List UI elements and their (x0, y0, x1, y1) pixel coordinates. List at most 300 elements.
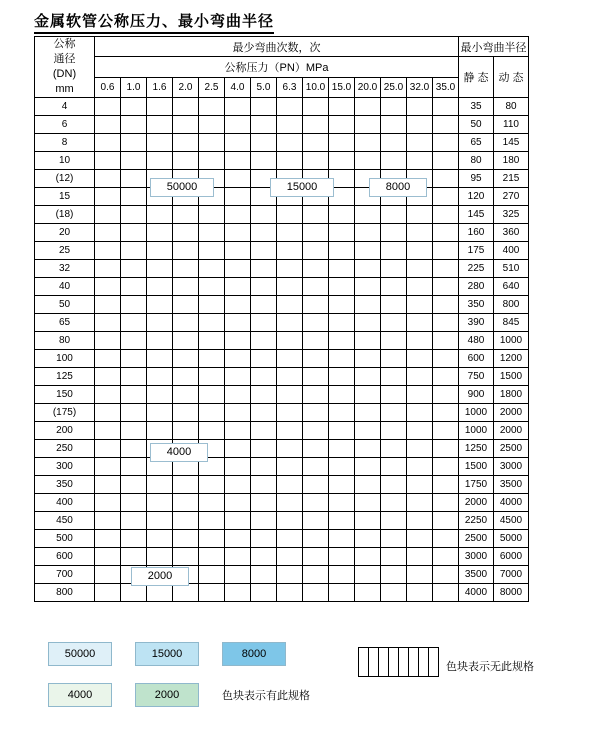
spec-cell (381, 422, 407, 440)
table-row (35, 134, 529, 152)
table-row (35, 278, 529, 296)
spec-cell (381, 314, 407, 332)
page-title-text: 金属软管公称压力、最小弯曲半径 (34, 12, 274, 34)
spec-cell (329, 260, 355, 278)
spec-cell (381, 458, 407, 476)
spec-cell (433, 314, 459, 332)
static-radius-value: 1000 (459, 422, 494, 440)
spec-cell (121, 530, 147, 548)
spec-cell (199, 224, 225, 242)
spec-cell (277, 368, 303, 386)
table-header-row-1 (35, 37, 529, 57)
spec-cell (147, 278, 173, 296)
spec-cell (381, 512, 407, 530)
spec-cell (121, 188, 147, 206)
legend-empty-grid (358, 647, 439, 677)
spec-cell (173, 98, 199, 116)
spec-cell (355, 404, 381, 422)
spec-cell (251, 584, 277, 602)
spec-cell (121, 98, 147, 116)
spec-cell (173, 206, 199, 224)
spec-cell (173, 134, 199, 152)
static-radius-value: 600 (459, 350, 494, 368)
spec-cell (95, 278, 121, 296)
spec-cell (355, 368, 381, 386)
spec-cell (121, 116, 147, 134)
spec-cell (303, 350, 329, 368)
table-row (35, 116, 529, 134)
spec-cell (407, 98, 433, 116)
dynamic-radius-value: 1000 (494, 332, 529, 350)
static-radius-value: 175 (459, 242, 494, 260)
spec-cell (433, 512, 459, 530)
pressure-col-header: 5.0 (251, 78, 277, 98)
spec-cell (381, 278, 407, 296)
table-row (35, 404, 529, 422)
spec-cell (407, 206, 433, 224)
spec-cell (329, 512, 355, 530)
spec-cell (225, 458, 251, 476)
legend-swatch-50000: 50000 (48, 642, 112, 666)
spec-cell (355, 512, 381, 530)
spec-cell (329, 386, 355, 404)
bend-times-header: 最少弯曲次数，次 (95, 37, 459, 57)
spec-cell (173, 584, 199, 602)
spec-cell (95, 224, 121, 242)
dn-value: 15 (35, 188, 95, 206)
spec-cell (225, 206, 251, 224)
static-radius-value: 95 (459, 170, 494, 188)
table-row (35, 440, 529, 458)
static-radius-value: 1750 (459, 476, 494, 494)
spec-cell (355, 548, 381, 566)
spec-cell (303, 152, 329, 170)
spec-cell (199, 368, 225, 386)
table-row (35, 584, 529, 602)
spec-cell (147, 296, 173, 314)
spec-cell (121, 152, 147, 170)
static-radius-value: 390 (459, 314, 494, 332)
spec-cell (277, 386, 303, 404)
spec-cell (95, 422, 121, 440)
dn-value: 8 (35, 134, 95, 152)
dn-value: 80 (35, 332, 95, 350)
spec-cell (303, 476, 329, 494)
dn-value: 250 (35, 440, 95, 458)
static-radius-value: 1000 (459, 404, 494, 422)
spec-cell (277, 494, 303, 512)
spec-cell (251, 296, 277, 314)
spec-cell (225, 494, 251, 512)
dn-value: 450 (35, 512, 95, 530)
spec-cell (433, 188, 459, 206)
spec-cell (95, 404, 121, 422)
spec-cell (95, 494, 121, 512)
spec-cell (329, 152, 355, 170)
spec-cell (433, 530, 459, 548)
spec-cell (407, 548, 433, 566)
spec-cell (121, 242, 147, 260)
pressure-col-header: 32.0 (407, 78, 433, 98)
spec-cell (381, 206, 407, 224)
spec-cell (121, 332, 147, 350)
spec-cell (407, 584, 433, 602)
spec-cell (355, 584, 381, 602)
spec-cell (251, 350, 277, 368)
spec-cell (173, 404, 199, 422)
table-row (35, 368, 529, 386)
dn-header-cell (35, 37, 95, 98)
spec-cell (433, 224, 459, 242)
spec-cell (147, 530, 173, 548)
dn-value: 200 (35, 422, 95, 440)
spec-cell (407, 134, 433, 152)
spec-cell (355, 278, 381, 296)
spec-cell (251, 116, 277, 134)
spec-cell (147, 494, 173, 512)
legend-swatch-15000: 15000 (135, 642, 199, 666)
spec-cell (407, 422, 433, 440)
spec-cell (277, 278, 303, 296)
static-radius-value: 35 (459, 98, 494, 116)
spec-cell (225, 260, 251, 278)
spec-cell (407, 278, 433, 296)
spec-cell (173, 278, 199, 296)
spec-cell (303, 332, 329, 350)
spec-cell (355, 530, 381, 548)
spec-cell (225, 98, 251, 116)
page-title (34, 10, 274, 31)
spec-cell (355, 260, 381, 278)
pressure-header: 公称压力（PN）MPa (95, 57, 459, 78)
spec-cell (277, 404, 303, 422)
legend-has-spec-text: 色块表示有此规格 (222, 690, 310, 702)
spec-cell (173, 296, 199, 314)
pressure-col-header: 2.5 (199, 78, 225, 98)
spec-cell (329, 566, 355, 584)
spec-cell (121, 476, 147, 494)
spec-cell (225, 296, 251, 314)
static-radius-value: 4000 (459, 584, 494, 602)
spec-cell (199, 278, 225, 296)
spec-cell (95, 170, 121, 188)
spec-cell (121, 422, 147, 440)
dn-value: 50 (35, 296, 95, 314)
spec-cell (225, 584, 251, 602)
spec-cell (251, 242, 277, 260)
table-row (35, 350, 529, 368)
spec-cell (407, 404, 433, 422)
legend-swatch-4000: 4000 (48, 683, 112, 707)
spec-cell (329, 422, 355, 440)
spec-cell (251, 476, 277, 494)
spec-cell (251, 440, 277, 458)
grid-callout: 4000 (150, 443, 208, 462)
spec-cell (95, 134, 121, 152)
static-radius-value: 2250 (459, 512, 494, 530)
spec-cell (433, 368, 459, 386)
spec-cell (433, 260, 459, 278)
spec-cell (277, 296, 303, 314)
spec-cell (147, 584, 173, 602)
legend-empty-cell (369, 648, 379, 677)
static-radius-value: 2500 (459, 530, 494, 548)
spec-cell (329, 224, 355, 242)
legend-swatch-2000: 2000 (135, 683, 199, 707)
spec-cell (95, 476, 121, 494)
spec-cell (199, 566, 225, 584)
spec-cell (303, 530, 329, 548)
spec-cell (225, 188, 251, 206)
dn-value: (12) (35, 170, 95, 188)
spec-cell (199, 494, 225, 512)
spec-cell (95, 458, 121, 476)
table-row (35, 476, 529, 494)
spec-cell (225, 566, 251, 584)
dn-header-line-2: 通径 (53, 53, 76, 65)
spec-cell (95, 566, 121, 584)
dn-value: (175) (35, 404, 95, 422)
spec-cell (433, 98, 459, 116)
spec-cell (251, 224, 277, 242)
dn-header-line-1: 公称 (53, 38, 76, 50)
spec-cell (173, 314, 199, 332)
min-radius-header: 最小弯曲半径 (459, 37, 529, 57)
dynamic-header: 动 态 (494, 57, 529, 98)
dynamic-radius-value: 3500 (494, 476, 529, 494)
table-body (35, 98, 529, 602)
spec-cell (121, 368, 147, 386)
spec-cell (173, 476, 199, 494)
spec-cell (121, 494, 147, 512)
spec-cell (251, 422, 277, 440)
pressure-col-header: 35.0 (433, 78, 459, 98)
spec-cell (433, 152, 459, 170)
spec-cell (199, 476, 225, 494)
spec-cell (251, 278, 277, 296)
spec-cell (251, 98, 277, 116)
spec-cell (277, 314, 303, 332)
dynamic-radius-value: 5000 (494, 530, 529, 548)
spec-cell (329, 458, 355, 476)
spec-cell (95, 152, 121, 170)
spec-cell (277, 224, 303, 242)
legend-empty-cell (359, 648, 369, 677)
spec-cell (95, 260, 121, 278)
table-row (35, 224, 529, 242)
static-radius-value: 280 (459, 278, 494, 296)
table-row (35, 314, 529, 332)
spec-cell (147, 260, 173, 278)
spec-cell (147, 206, 173, 224)
spec-cell (407, 494, 433, 512)
spec-cell (199, 350, 225, 368)
table-row (35, 242, 529, 260)
spec-cell (199, 134, 225, 152)
spec-cell (355, 566, 381, 584)
spec-cell (173, 530, 199, 548)
dn-value: 100 (35, 350, 95, 368)
spec-cell (433, 476, 459, 494)
spec-cell (433, 134, 459, 152)
spec-cell (303, 548, 329, 566)
dynamic-radius-value: 6000 (494, 548, 529, 566)
spec-cell (277, 422, 303, 440)
spec-cell (225, 440, 251, 458)
spec-cell (225, 116, 251, 134)
spec-cell (433, 242, 459, 260)
static-radius-value: 225 (459, 260, 494, 278)
pressure-col-header: 4.0 (225, 78, 251, 98)
spec-cell (199, 296, 225, 314)
spec-cell (199, 260, 225, 278)
spec-cell (121, 170, 147, 188)
static-radius-value: 480 (459, 332, 494, 350)
dn-value: 6 (35, 116, 95, 134)
spec-cell (251, 332, 277, 350)
spec-cell (433, 566, 459, 584)
spec-cell (121, 278, 147, 296)
pressure-col-header: 1.0 (121, 78, 147, 98)
dn-value: 65 (35, 314, 95, 332)
grid-callout: 8000 (369, 178, 427, 197)
spec-cell (277, 116, 303, 134)
spec-cell (251, 530, 277, 548)
spec-cell (329, 494, 355, 512)
spec-cell (433, 278, 459, 296)
spec-cell (199, 152, 225, 170)
spec-cell (303, 296, 329, 314)
spec-cell (381, 476, 407, 494)
spec-cell (147, 512, 173, 530)
dynamic-radius-value: 360 (494, 224, 529, 242)
dynamic-radius-value: 4500 (494, 512, 529, 530)
spec-cell (173, 224, 199, 242)
spec-cell (225, 476, 251, 494)
dn-value: 20 (35, 224, 95, 242)
spec-cell (147, 224, 173, 242)
spec-cell (381, 548, 407, 566)
spec-cell (147, 134, 173, 152)
static-radius-value: 1250 (459, 440, 494, 458)
spec-cell (303, 206, 329, 224)
spec-cell (251, 386, 277, 404)
pressure-col-header: 10.0 (303, 78, 329, 98)
dn-value: 800 (35, 584, 95, 602)
spec-cell (407, 314, 433, 332)
spec-cell (407, 242, 433, 260)
spec-cell (251, 152, 277, 170)
spec-cell (329, 530, 355, 548)
spec-cell (303, 422, 329, 440)
spec-cell (329, 278, 355, 296)
table-row (35, 530, 529, 548)
spec-cell (407, 458, 433, 476)
spec-cell (225, 242, 251, 260)
spec-cell (407, 260, 433, 278)
spec-cell (433, 116, 459, 134)
spec-cell (381, 224, 407, 242)
static-radius-value: 750 (459, 368, 494, 386)
spec-cell (173, 152, 199, 170)
static-radius-value: 65 (459, 134, 494, 152)
dynamic-radius-value: 400 (494, 242, 529, 260)
grid-callout: 50000 (150, 178, 214, 197)
spec-cell (147, 386, 173, 404)
dn-value: 32 (35, 260, 95, 278)
spec-cell (121, 224, 147, 242)
grid-callout: 15000 (270, 178, 334, 197)
spec-cell (329, 242, 355, 260)
spec-cell (355, 386, 381, 404)
spec-cell (121, 548, 147, 566)
dynamic-radius-value: 8000 (494, 584, 529, 602)
spec-cell (407, 368, 433, 386)
table-row (35, 548, 529, 566)
dynamic-radius-value: 145 (494, 134, 529, 152)
spec-cell (95, 386, 121, 404)
spec-cell (329, 350, 355, 368)
spec-cell (199, 386, 225, 404)
spec-cell (407, 332, 433, 350)
spec-cell (95, 332, 121, 350)
spec-cell (147, 314, 173, 332)
dynamic-radius-value: 3000 (494, 458, 529, 476)
spec-cell (303, 278, 329, 296)
legend-empty-cell (409, 648, 419, 677)
table-row (35, 296, 529, 314)
spec-cell (225, 530, 251, 548)
dn-value: 125 (35, 368, 95, 386)
spec-cell (147, 476, 173, 494)
dynamic-radius-value: 80 (494, 98, 529, 116)
spec-cell (225, 278, 251, 296)
spec-cell (329, 332, 355, 350)
spec-cell (199, 404, 225, 422)
table-row (35, 512, 529, 530)
legend-empty-cell (399, 648, 409, 677)
spec-cell (199, 512, 225, 530)
spec-cell (225, 422, 251, 440)
spec-cell (121, 440, 147, 458)
spec-cell (277, 584, 303, 602)
spec-cell (433, 422, 459, 440)
spec-cell (381, 494, 407, 512)
spec-cell (355, 98, 381, 116)
spec-cell (355, 134, 381, 152)
spec-cell (355, 314, 381, 332)
static-radius-value: 80 (459, 152, 494, 170)
spec-cell (329, 98, 355, 116)
spec-cell (407, 152, 433, 170)
spec-cell (121, 512, 147, 530)
dynamic-radius-value: 7000 (494, 566, 529, 584)
spec-cell (355, 206, 381, 224)
pressure-col-header: 1.6 (147, 78, 173, 98)
spec-cell (199, 548, 225, 566)
spec-cell (329, 206, 355, 224)
spec-cell (277, 566, 303, 584)
spec-cell (407, 476, 433, 494)
spec-cell (355, 242, 381, 260)
dynamic-radius-value: 1200 (494, 350, 529, 368)
dn-value: 700 (35, 566, 95, 584)
spec-cell (173, 242, 199, 260)
spec-cell (277, 242, 303, 260)
spec-cell (199, 116, 225, 134)
spec-cell (381, 350, 407, 368)
spec-cell (303, 260, 329, 278)
